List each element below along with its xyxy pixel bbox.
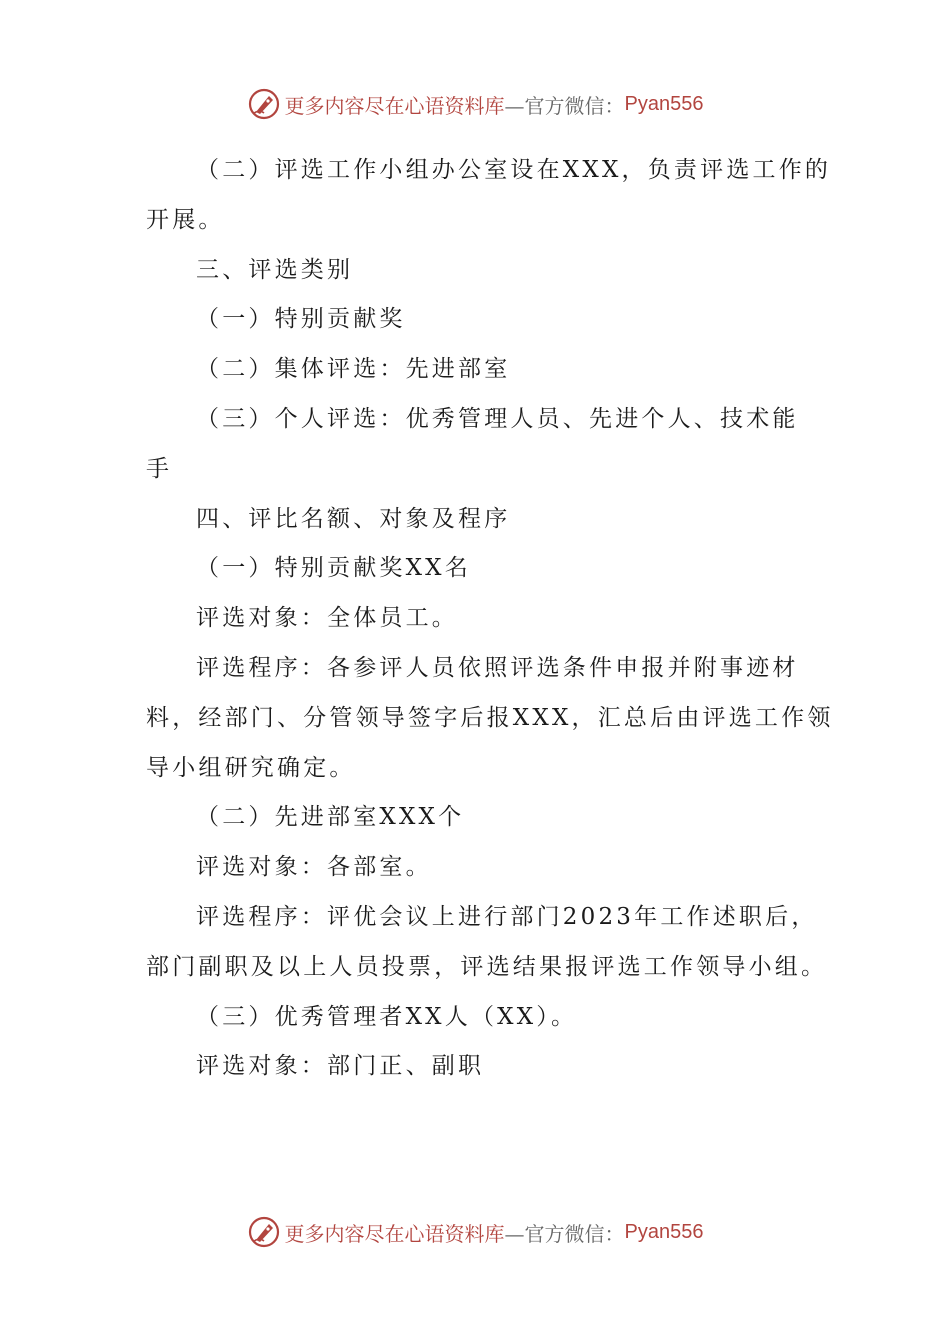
document-line: （一）特别贡献奖XX名 [196,555,471,582]
document-line: 三、评选类别 [196,256,354,283]
document-line: 开展。 [146,206,225,233]
document-line: 部门副职及以上人员投票，评选结果报评选工作领导小组。 [146,953,828,980]
document-line: 手 [146,455,173,482]
watermark-header [0,84,950,124]
document-line: （三）个人评选：优秀管理人员、先进个人、技术能 [196,405,799,432]
document-line: （二）先进部室XXX个 [196,804,465,831]
watermark-id: Pyan556 [624,1220,704,1243]
document-line: 评选对象：各部室。 [196,854,432,881]
watermark-id: Pyan556 [624,92,704,115]
document-line: 评选对象：全体员工。 [196,605,458,632]
watermark-footer [0,1212,950,1252]
pen-nib-logo-icon [247,87,281,121]
document-line: 导小组研究确定。 [146,754,356,781]
document-line: 评选程序：评优会议上进行部门2023年工作述职后， [196,903,818,930]
watermark-red-text: 更多内容尽在心语资料库 [284,1221,505,1246]
document-line: 评选对象：部门正、副职 [196,1053,485,1080]
watermark-gray-text: —官方微信： [504,1221,625,1246]
document-line: （三）优秀管理者XX人（XX）。 [196,1003,578,1030]
document-body [146,146,834,1092]
document-line: 四、评比名额、对象及程序 [196,505,511,532]
watermark-gray-text: —官方微信： [504,93,625,118]
document-line: 评选程序：各参评人员依照评选条件申报并附事迹材 [196,654,799,681]
pen-nib-logo-icon [247,1215,281,1249]
document-line: 料，经部门、分管领导签字后报XXX，汇总后由评选工作领 [146,704,834,731]
document-line: （二）评选工作小组办公室设在XXX，负责评选工作的 [196,157,832,183]
document-line: （二）集体评选：先进部室 [196,356,511,383]
document-line: （一）特别贡献奖 [196,306,406,333]
watermark-red-text: 更多内容尽在心语资料库 [284,93,505,118]
